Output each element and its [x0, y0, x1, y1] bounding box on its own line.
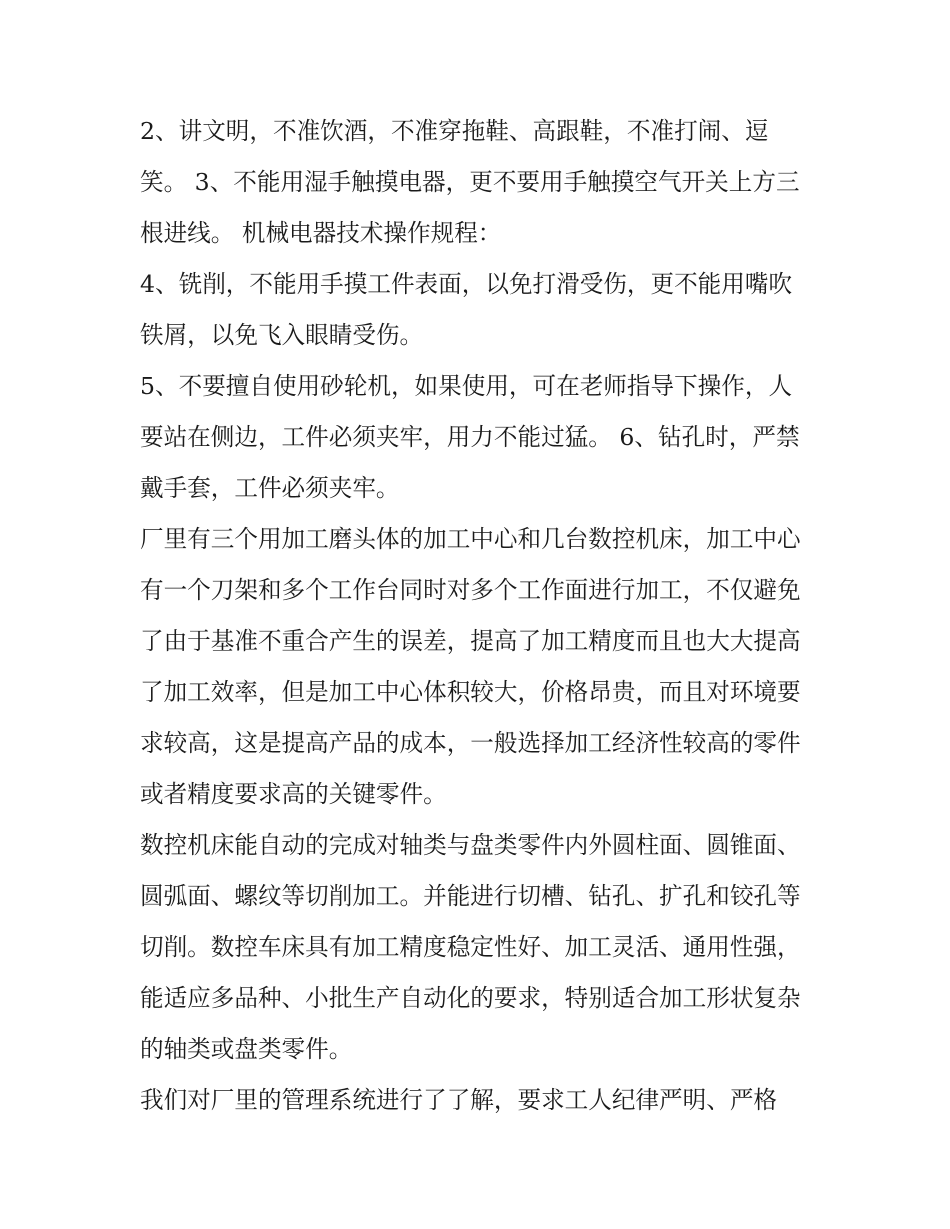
paragraph-management-system: 我们对厂里的管理系统进行了了解，要求工人纪律严明、严格	[140, 1086, 778, 1114]
paragraph-cnc-lathe: 数控机床能自动的完成对轴类与盘类零件内外圆柱面、圆锥面、圆弧面、螺纹等切削加工。并能进行切槽、钻孔、扩孔和铰孔等切削。数控车床具有加工精度稳定性好、加工灵活、通用性强，能适应多品种、小批生产自动化的要求，特别适合加工形状复杂的轴类或盘类零件。	[140, 831, 801, 1063]
paragraph-grinder-drilling-rules-5-6: 5、不要擅自使用砂轮机，如果使用，可在老师指导下操作，人要站在侧边，工件必须夹牢，用力不能过猛。 6、钻孔时，严禁戴手套，工件必须夹牢。	[140, 372, 800, 502]
paragraph-machining-center: 厂里有三个用加工磨头体的加工中心和几台数控机床，加工中心有一个刀架和多个工作台同时对多个工作面进行加工，不仅避免了由于基准不重合产生的误差，提高了加工精度而且也大大提高了加工效率，但是加工中心体积较大，价格昂贵，而且对环境要求较高，这是提高产品的成本，一般选择加工经济性较高的零件或者精度要求高的关键零件。	[140, 525, 801, 808]
document-body	[140, 106, 812, 1126]
paragraph-safety-rules-2-3: 2、讲文明，不准饮酒，不准穿拖鞋、高跟鞋，不准打闹、逗笑。 3、不能用湿手触摸电器，更不要用手触摸空气开关上方三根进线。 机械电器技术操作规程：	[140, 117, 800, 247]
paragraph-milling-rule-4: 4、铣削，不能用手摸工件表面，以免打滑受伤，更不能用嘴吹铁屑，以免飞入眼睛受伤。	[140, 270, 793, 349]
